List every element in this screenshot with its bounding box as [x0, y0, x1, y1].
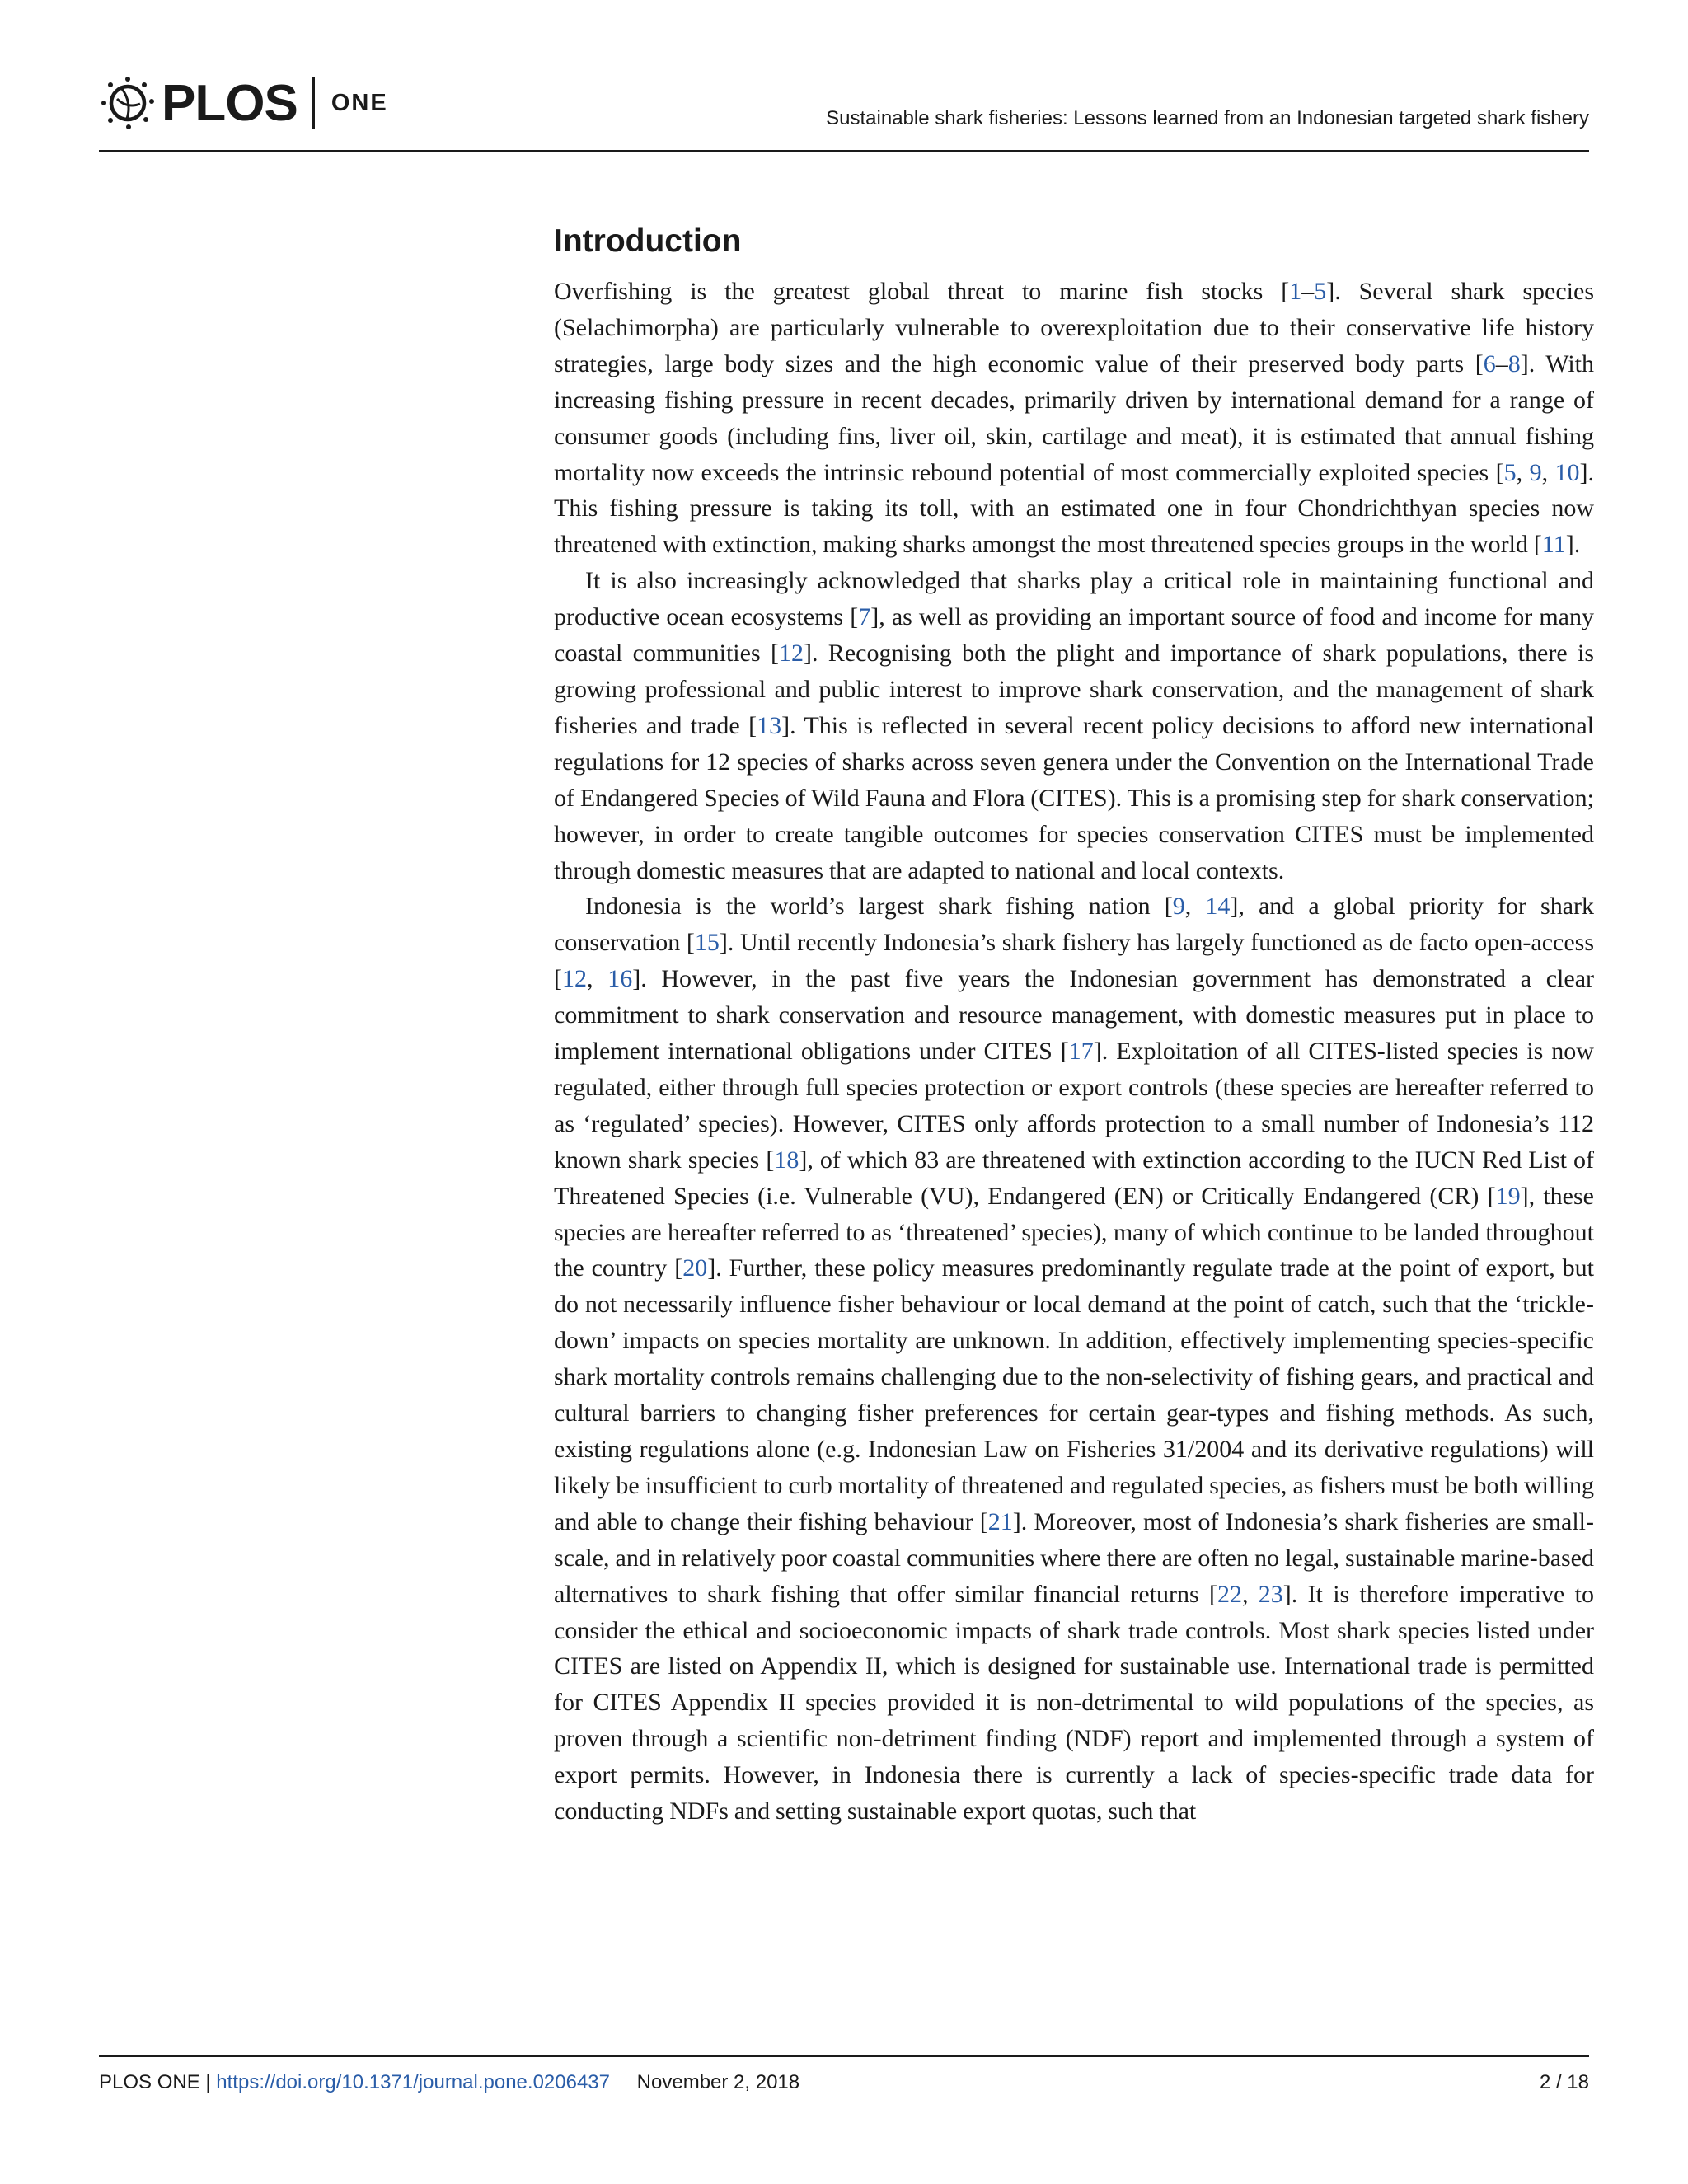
citation-link[interactable]: 13	[757, 711, 782, 739]
footer-citation	[99, 2071, 799, 2094]
page-number: 2 / 18	[1539, 2071, 1589, 2093]
citation-link[interactable]: 19	[1495, 1182, 1521, 1210]
citation-link[interactable]: 15	[694, 929, 720, 957]
publication-date: November 2, 2018	[636, 2071, 800, 2093]
section-heading: Introduction	[554, 223, 742, 259]
citation-link[interactable]: 10	[1554, 458, 1580, 486]
citation-link[interactable]: 20	[682, 1254, 708, 1282]
footer-journal: PLOS ONE |	[99, 2071, 211, 2093]
citation-link[interactable]: 5	[1314, 278, 1327, 305]
citation-link[interactable]: 7	[858, 603, 871, 631]
running-title: Sustainable shark fisheries: Lessons learned from an Indonesian targeted shark fishery	[826, 107, 1589, 129]
plos-one-logo[interactable]	[99, 74, 388, 132]
page-header	[99, 74, 1589, 152]
citation-link[interactable]: 12	[562, 965, 587, 993]
citation-link[interactable]: 6	[1483, 349, 1496, 377]
citation-link[interactable]: 16	[607, 965, 633, 993]
logo-journal-name: ONE	[331, 89, 388, 116]
body-paragraph: Overfishing is the greatest global threat to marine fish stocks [1–5]. Several shark species (Selachimorpha) are particularly vulnerable to overexploitation due to their conservative life history strategies, large body sizes and the high economic value of their preserved body parts [6–8]. With increasing fishing pressure in recent decades, primarily driven by international demand for a range of consumer goods (including fins, liver oil, skin, cartilage and meat), it is estimated that annual fishing mortality now exceeds the intrinsic rebound potential of most commercially exploited species [5, 9, 10]. This fishing pressure is taking its toll, with an estimated one in four Chondrichthyan species now threatened with extinction, making sharks amongst the most threatened species groups in the world [11].	[554, 278, 1595, 559]
paragraph-list	[554, 274, 1594, 1830]
plos-globe-icon	[99, 74, 157, 132]
citation-link[interactable]: 21	[987, 1507, 1013, 1535]
article-body	[554, 221, 1594, 1830]
citation-link[interactable]: 9	[1529, 458, 1542, 486]
citation-link[interactable]: 17	[1068, 1038, 1094, 1066]
citation-link[interactable]: 14	[1205, 893, 1231, 921]
citation-link[interactable]: 8	[1507, 349, 1521, 377]
citation-link[interactable]: 23	[1258, 1580, 1283, 1608]
citation-link[interactable]: 1	[1289, 278, 1302, 305]
body-paragraph: It is also increasingly acknowledged that sharks play a critical role in maintaining functional and productive ocean ecosystems [7], as well as providing an important source of food and income for many coastal communities [12]. Recognising both the plight and importance of shark populations, there is growing professional and public interest to improve shark conservation, and the management of shark fisheries and trade [13]. This is reflected in several recent policy decisions to afford new international regulations for 12 species of sharks across seven genera under the Convention on the International Trade of Endangered Species of Wild Fauna and Flora (CITES). This is a promising step for shark conservation; however, in order to create tangible outcomes for species conservation CITES must be implemented through domestic measures that are adapted to national and local contexts.	[554, 567, 1594, 884]
citation-link[interactable]: 22	[1217, 1580, 1242, 1608]
citation-link[interactable]: 5	[1503, 458, 1517, 486]
page-footer	[99, 2055, 1589, 2107]
citation-link[interactable]: 12	[778, 640, 804, 668]
logo-wordmark: PLOS	[162, 74, 298, 132]
citation-link[interactable]: 9	[1172, 893, 1185, 921]
citation-link[interactable]: 11	[1541, 531, 1566, 559]
logo-divider	[312, 77, 315, 129]
doi-link[interactable]: https://doi.org/10.1371/journal.pone.0206437	[216, 2071, 610, 2093]
citation-link[interactable]: 18	[774, 1146, 799, 1174]
body-paragraph: Indonesia is the world’s largest shark fishing nation [9, 14], and a global priority for shark conservation [15]. Until recently Indonesia’s shark fishery has largely functioned as de facto open-access [12, 16]. However, in the past five years the Indonesian government has demonstrated a clear commitment to shark conservation and resource management, with domestic measures put in place to implement international obligations under CITES [17]. Exploitation of all CITES-listed species is now regulated, either through full species protection or export controls (these species are hereafter referred to as ‘regulated’ species). However, CITES only affords protection to a small number of Indonesia’s 112 known shark species [18], of which 83 are threatened with extinction according to the IUCN Red List of Threatened Species (i.e. Vulnerable (VU), Endangered (EN) or Critically Endangered (CR) [19], these species are hereafter referred to as ‘threatened’ species), many of which continue to be landed throughout the country [20]. Further, these policy measures predominantly regulate trade at the point of export, but do not necessarily influence fisher behaviour or local demand at the point of catch, such that the ‘trickle-down’ impacts on species mortality are unknown. In addition, effectively implementing species-specific shark mortality controls remains challenging due to the non-selectivity of fishing gears, and practical and cultural barriers to changing fisher preferences for certain gear-types and fishing methods. As such, existing regulations alone (e.g. Indonesian Law on Fisheries 31/2004 and its derivative regulations) will likely be insufficient to curb mortality of threatened and regulated species, as fishers must be both willing and able to change their fishing behaviour [21]. Moreover, most of Indonesia’s shark fisheries are small-scale, and in relatively poor coastal communities where there are often no legal, sustainable marine-based alternatives to shark fishing that offer similar financial returns [22, 23]. It is therefore imperative to consider the ethical and socioeconomic impacts of shark trade controls. Most shark species listed under CITES are listed on Appendix II, which is designed for sustainable use. International trade is permitted for CITES Appendix II species provided it is non-detrimental to wild populations of the species, as proven through a scientific non-detriment finding (NDF) report and implemented through a system of export permits. However, in Indonesia there is currently a lack of species-specific trade data for conducting NDFs and setting sustainable export quotas, such that	[554, 893, 1595, 1825]
